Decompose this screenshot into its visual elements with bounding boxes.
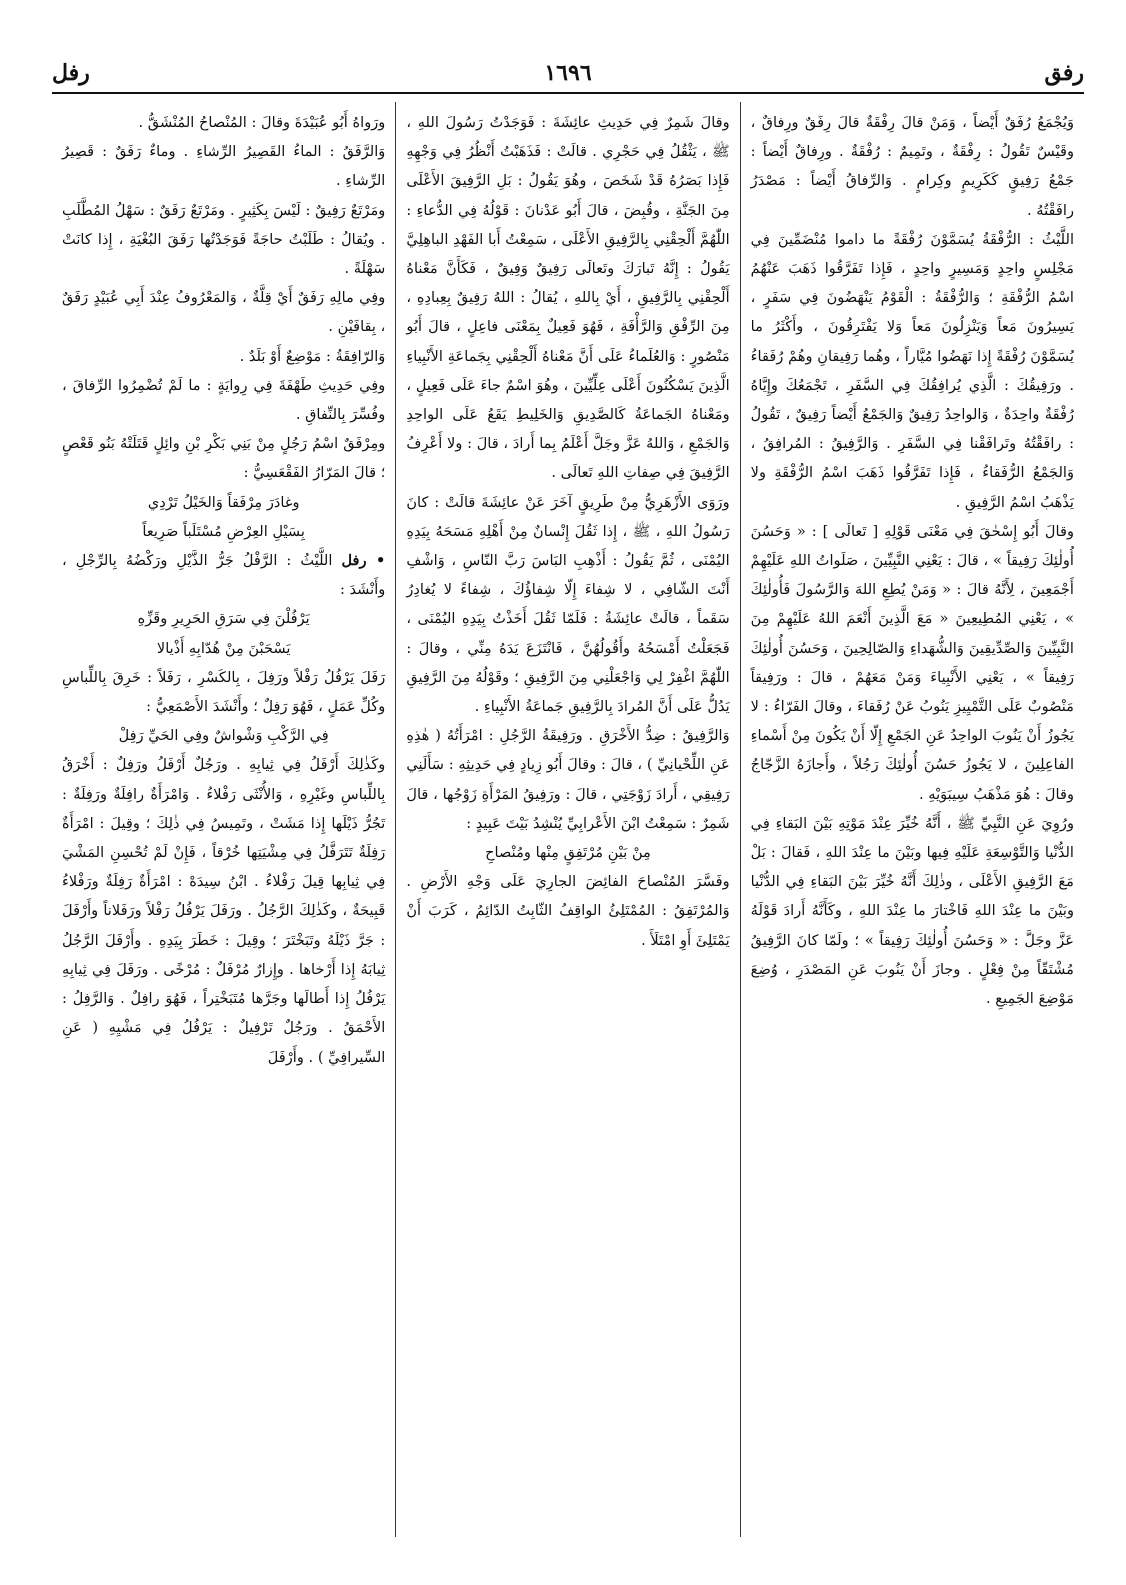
entry-headword: • رفل [341, 552, 386, 570]
paragraph: رَفَلَ يَرْفُلُ رَفْلاً ورَفِلَ ، بِالكَسْرِ ، رَفَلاً : خَرِقَ بِاللِّباسِ وكُلِّ عَمَلٍ ، فَهُوَ رَفِلٌ ؛ وأَنْشَدَ الأَصْمَعِيُّ : [62, 668, 386, 716]
entry [62, 546, 385, 604]
paragraph: ومَرْتَعٌ رَفِيقٌ : لَيْسَ بِكَثِيرٍ . ومَرْتَعٌ رَفَقٌ : سَهْلُ المُطَّلَبِ . ويُقالُ : طَلَبْتُ حاجَةً فَوَجَدْتُها رَفَقَ البُغْيَةِ ، إِذا كانَتْ سَهْلَةً . [62, 201, 386, 278]
verse-line: يَرْفُلْنَ فِي سَرَقِ الحَرِيرِ وقَزِّهِ [137, 610, 310, 628]
column-left [52, 102, 396, 1537]
paragraph: وَالرَّفِيقُ : ضِدُّ الأَخْرَقِ . ورَفِيقَةُ الرَّجُلِ : امْرَأَتُهُ ( هٰذِهِ عَنِ اللِّحْيانِيِّ ) ، قالَ : وقالَ أَبُو زِيادٍ فِي حَدِيثِهِ : سَأَلَنِي رَفِيقِي ، أَرادَ زَوْجَتِي ، قالَ : ورَفِيقُ المَرْأَةِ زَوْجُها ، قالَ شَمِرٌ : سَمِعْتُ ابْنَ الأَعْرابِيِّ يُنْشِدُ بَيْتَ عَبِيدٍ : [406, 727, 730, 832]
text-columns [52, 102, 1084, 1537]
paragraph: اللَّيْثُ : الرُّفْقَةُ يُسَمَّوْنَ رُفْقَةً ما داموا مُنْضَمِّينَ فِي مَجْلِسٍ واحِدٍ وَمَسِيرٍ واحِدٍ ، فَإِذا تَفَرَّقُوا ذَهَبَ عَنْهُمُ اسْمُ الرُّفْقَةِ ؛ وَالرُّفْقَةُ : الْقَوْمُ يَنْهَضُونَ فِي سَفَرٍ ، يَسِيرُونَ مَعاً وَيَنْزِلُونَ مَعاً وَلا يَفْتَرِقُونَ ، وأَكْثَرُ ما يُسَمَّوْنَ رُفْقَةً إِذا نَهَضُوا مُيَّاراً ، وهُما رَفِيقانِ وهُمْ رُفَقاءُ . ورَفِيقُكَ : الَّذِي يُرافِقُكَ فِي السَّفَرِ ، تَجْمَعُكَ وإِيَّاهُ رُفْقَةٌ واحِدَةٌ ، وَالواحِدُ رَفِيقٌ وَالجَمْعُ أَيْضاً رَفِيقٌ ، تَقُولُ : رافَقْتُهُ وتَرافَقْنا فِي السَّفَرِ . وَالرَّفِيقُ : المُرافِقُ ، وَالجَمْعُ الرُّفَقاءُ ، فَإِذا تَفَرَّقُوا ذَهَبَ اسْمُ الرُّفْقَةِ ولا يَذْهَبُ اسْمُ الرَّفِيقِ . [750, 230, 1074, 511]
paragraph: ومِرْفَقٌ اسْمُ رَجُلٍ مِنْ بَنِي بَكْرِ بْنِ وائِلٍ قَتَلَتْهُ بَنُو قَعْصٍ ؛ قالَ المَرّارُ الفَقْعَسِيُّ : [62, 435, 386, 482]
paragraph: وفِي حَدِيثِ طَهْفَةَ فِي رِوايَةٍ : ما لَمْ تُضْمِرُوا الرِّفاقَ ، وفُسِّرَ بِالنِّفاقِ . [62, 376, 386, 424]
verse-line: فِي الرَّكْبِ وَشْواشٌ وفِي الحَيِّ رَفِلْ [118, 727, 329, 745]
header-rule [52, 92, 1084, 94]
column-middle [396, 102, 740, 1537]
paragraph: وفِي مالِهِ رَفَقٌ أَيْ قِلَّةٌ ، وَالمَعْرُوفُ عِنْدَ أَبِي عُبَيْدٍ رَفَقٌ ، بِقافَيْنِ . [62, 289, 386, 336]
header-left-word: رفل [52, 60, 90, 86]
header-right-word: رفق [1044, 60, 1084, 86]
verse-line: مِنْ بَيْنِ مُرْتَفِقٍ مِنْها ومُنْصاحِ [485, 844, 651, 862]
paragraph: وكَذٰلِكَ أَرْفَلُ فِي ثِيابِهِ . ورَجُلٌ أَرْفَلُ ورَفِلٌ : أَخْرَقُ بِاللِّباسِ وغَيْرِهِ ، وَالأُنْثَى رَفْلاءُ . وَامْرَأَةٌ رافِلَةٌ ورَفِلَةٌ : تَجُرُّ ذَيْلَها إِذا مَشَتْ ، وتَمِيسُ فِي ذٰلِكَ ؛ وقِيلَ : امْرَأَةٌ رَفِلَةٌ تَتَرَفَّلُ فِي مِشْيَتِها خُرْقاً ، فَإِنْ لَمْ تُحْسِنِ المَشْيَ فِي ثِيابِها قِيلَ رَفْلاءُ . ابْنُ سِيدَهْ : امْرَأَةٌ رَفِلَةٌ ورَفْلاءُ قَبِيحَةٌ ، وكَذٰلِكَ الرَّجُلُ . ورَفَلَ يَرْفُلُ رَفْلاً ورَفَلاناً وأَرْفَلَ : جَرَّ ذَيْلَهُ وتَبَخْتَرَ ؛ وقِيلَ : خَطَرَ بِيَدِهِ . وأَرْفَلَ الرَّجُلُ ثِيابَهُ إِذا أَرْخاها . وإِزارٌ مُرْفَلٌ : مُرْخًى . ورَفَلَ فِي ثِيابِهِ يَرْفُلُ إِذا أَطالَها وجَرَّها مُتَبَخْتِراً ، فَهُوَ رافِلٌ . وَالرَّفِلُ : الأَحْمَقُ . ورَجُلٌ تَرْفِيلٌ : يَرْفُلُ فِي مَشْيِهِ ( عَنِ السِّيرافِيِّ ) . وأَرْفَلَ [62, 756, 386, 1066]
column-right [741, 102, 1084, 1537]
paragraph: وقالَ أَبُو إِسْحٰقَ فِي مَعْنَى قَوْلِهِ [ تَعالَى ] : « وَحَسُنَ أُولٰئِكَ رَفِيقاً » ، قالَ : يَعْنِي النَّبِيِّينَ ، صَلَواتُ اللهِ عَلَيْهِمْ أَجْمَعِينَ ، لِأَنَّهُ قالَ : « وَمَنْ يُطِعِ اللهَ وَالرَّسُولَ فَأُولٰئِكَ » ، يَعْنِي المُطِيعِينَ « مَعَ الَّذِينَ أَنْعَمَ اللهُ عَلَيْهِمْ مِنَ النَّبِيِّينَ وَالصِّدِّيقِينَ وَالشُّهَداءِ وَالصّالِحِينَ ، وَحَسُنَ أُولٰئِكَ رَفِيقاً » ، يَعْنِي الأَنْبِياءَ وَمَنْ مَعَهُمْ ، قالَ : ورَفِيقاً مَنْصُوبٌ عَلَى التَّمْيِيزِ يَنُوبُ عَنْ رُفَقاءَ ، وقالَ الفَرّاءُ : لا يَجُوزُ أَنْ يَنُوبَ الواحِدُ عَنِ الجَمْعِ إِلّا أَنْ يَكُونَ مِنْ أَسْماءِ الفاعِلِينَ ، لا يَجُوزُ حَسُنَ أُولٰئِكَ رَجُلاً ، وأَجازَهُ الزَّجّاجُ وقالَ : هُوَ مَذْهَبُ سِيبَوَيْهِ . [750, 522, 1074, 803]
paragraph: ورَواهُ أَبُو عُبَيْدَةَ وقالَ : المُنْصاحُ المُنْشَقُّ . [138, 114, 386, 131]
paragraph: وَالرَّفَقُ : الماءُ القَصِيرُ الرِّشاءِ . وماءٌ رَفَقٌ : قَصِيرُ الرِّشاءِ . [62, 143, 386, 190]
page-number: ١٦٩٦ [544, 60, 592, 86]
paragraph: وَالرّافِقَةُ : مَوْضِعٌ أَوْ بَلَدٌ . [239, 347, 386, 365]
verse-line: بِسَيْلِ العِرْضِ مُسْتَلَباً صَرِيعاً [142, 522, 305, 540]
entry-text: اللَّيْثُ : الرَّفْلُ جَرُّ الذَّيْلِ ورَكْضُهُ بِالرِّجْلِ ، وأَنْشَدَ : [62, 552, 386, 599]
verse-line: يَسْحَبْنَ مِنْ هُدّابِهِ أَذْيالا [156, 639, 291, 657]
paragraph: وقالَ شَمِرٌ فِي حَدِيثِ عائِشَةَ : فَوَجَدْتُ رَسُولَ اللهِ ، ﷺ ، يَثْقُلُ فِي حَجْرِي . قالَتْ : فَذَهَبْتُ أَنْظُرُ فِي وَجْهِهِ فَإِذا بَصَرُهُ قَدْ شَخَصَ ، وهُوَ يَقُولُ : بَلِ الرَّفِيقَ الأَعْلَى مِنَ الجَنَّةِ ، وقُبِضَ ، قالَ أَبُو عَدْنانَ : قَوْلُهُ فِي الدُّعاءِ : اللّٰهُمَّ أَلْحِقْنِي بِالرَّفِيقِ الأَعْلَى ، سَمِعْتُ أَبا الفَهْدِ الباهِلِيَّ يَقُولُ : إِنَّهُ تَبارَكَ وتَعالَى رَفِيقٌ وَفِيقٌ ، فَكَأَنَّ مَعْناهُ أَلْحِقْنِي بِالرَّفِيقِ ، أَيْ بِاللهِ ، يُقالُ : اللهُ رَفِيقٌ بِعِبادِهِ ، مِنَ الرِّفْقِ وَالرَّأْفَةِ ، فَهُوَ فَعِيلٌ بِمَعْنَى فاعِلٍ ، قالَ أَبُو مَنْصُورٍ : وَالعُلَماءُ عَلَى أَنَّ مَعْناهُ أَلْحِقْنِي بِجَماعَةِ الأَنْبِياءِ الَّذِينَ يَسْكُنُونَ أَعْلَى عِلِّيِّينَ ، وهُوَ اسْمٌ جاءَ عَلَى فَعِيلٍ ، ومَعْناهُ الجَماعَةُ كَالصَّدِيقِ وَالخَلِيطِ يَقَعُ عَلَى الواحِدِ وَالجَمْعِ ، وَاللهُ عَزَّ وجَلَّ أَعْلَمُ بِما أَرادَ ، قالَ : ولا أَعْرِفُ الرَّفِيقَ فِي صِفاتِ اللهِ تَعالَى . [406, 114, 730, 482]
paragraph: ورُوِيَ عَنِ النَّبِيِّ ﷺ ، أَنَّهُ خُيِّرَ عِنْدَ مَوْتِهِ بَيْنَ البَقاءِ فِي الدُّنْيا وَالتَّوْسِعَةِ عَلَيْهِ فِيها وبَيْنَ ما عِنْدَ اللهِ ، فَقالَ : بَلْ مَعَ الرَّفِيقِ الأَعْلَى ، وذٰلِكَ أَنَّهُ خُيِّرَ بَيْنَ البَقاءِ فِي الدُّنْيا وبَيْنَ ما عِنْدَ اللهِ فَاخْتارَ ما عِنْدَ اللهِ ، وكَأَنَّهُ أَرادَ قَوْلَهُ عَزَّ وجَلَّ : « وَحَسُنَ أُولٰئِكَ رَفِيقاً » ؛ ولَمّا كانَ الرَّفِيقُ مُشْتَقّاً مِنْ فِعْلٍ . وجازَ أَنْ يَنُوبَ عَنِ المَصْدَرِ ، وُضِعَ مَوْضِعَ الجَمِيعِ . [750, 814, 1074, 1008]
paragraph: وفَسَّرَ المُنْصاحَ الفائِضَ الجارِيَ عَلَى وَجْهِ الأَرْضِ . وَالمُرْتَفِقُ : المُمْتَلِئُ الواقِفُ الثّابِتُ الدّائِمُ ، كَرَبَ أَنْ يَمْتَلِئَ أَوِ امْتَلَأَ . [406, 873, 730, 949]
paragraph: ورَوَى الأَزْهَرِيُّ مِنْ طَرِيقٍ آخَرَ عَنْ عائِشَةَ قالَتْ : كانَ رَسُولُ اللهِ ، ﷺ ، إِذا ثَقُلَ إِنْسانٌ مِنْ أَهْلِهِ مَسَحَهُ بِيَدِهِ اليُمْنَى ، ثُمَّ يَقُولُ : أَذْهِبِ البَاسَ رَبَّ النّاسِ ، وَاشْفِ أَنْتَ الشّافِي ، لا شِفاءَ إِلّا شِفاؤُكَ ، شِفاءً لا يُغادِرُ سَقَماً ، قالَتْ عائِشَةُ : فَلَمّا ثَقُلَ أَخَذْتُ بِيَدِهِ اليُمْنَى ، فَجَعَلْتُ أَمْسَحُهُ وأَقُولُهُنَّ ، فَانْتَزَعَ يَدَهُ مِنِّي ، وقالَ : اللّٰهُمَّ اغْفِرْ لِي وَاجْعَلْنِي مِنَ الرَّفِيقِ ؛ وقَوْلُهُ مِنَ الرَّفِيقِ يَدُلُّ عَلَى أَنَّ المُرادَ بِالرَّفِيقِ جَماعَةُ الأَنْبِياءِ . [406, 493, 730, 716]
paragraph: وَيُجْمَعُ رُفَقٌ أَيْضاً ، وَمَنْ قالَ رِفْقَةٌ قالَ رِفَقٌ ورِفاقٌ ، وقَيْسٌ تَقُولُ : رِفْقَةٌ ، وتَمِيمٌ : رُفْقَةٌ . ورِفاقٌ أَيْضاً : جَمْعُ رَفِيقٍ كَكَرِيمٍ وكِرامٍ . وَالرِّفاقُ أَيْضاً : مَصْدَرُ رافَقْتُهُ . [750, 114, 1074, 219]
verse-line: وغادَرَ مِرْفَقاً وَالخَيْلُ تَرْدِي [147, 493, 300, 511]
